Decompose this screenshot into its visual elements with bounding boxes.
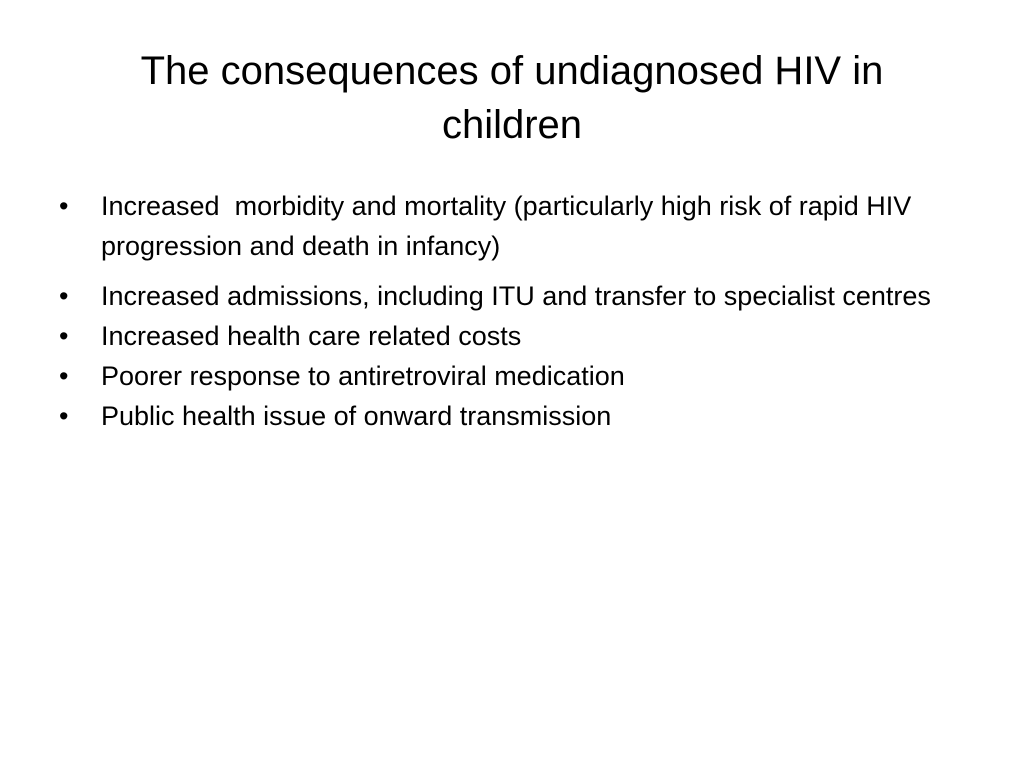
bullet-dot-icon: •: [59, 401, 69, 431]
bullet-text: Increased morbidity and mortality (particularly high risk of rapid HIV progression and death in infancy): [101, 191, 919, 261]
bullet-dot-icon: •: [59, 361, 69, 391]
list-item: [56, 316, 956, 356]
bullet-list: [56, 186, 956, 436]
bullet-text: Poorer response to antiretroviral medication: [101, 361, 625, 391]
bullet-dot-icon: •: [59, 281, 69, 311]
list-item: [56, 276, 956, 316]
bullet-dot-icon: •: [59, 191, 69, 221]
slide-title: The consequences of undiagnosed HIV in children: [140, 49, 884, 147]
bullet-text: Increased admissions, including ITU and transfer to specialist centres: [101, 281, 931, 311]
list-item: [56, 396, 956, 436]
bullet-text: Increased health care related costs: [101, 321, 522, 351]
bullet-dot-icon: •: [59, 321, 69, 351]
list-item: [56, 356, 956, 396]
list-item: [56, 186, 956, 266]
bullet-text: Public health issue of onward transmission: [101, 401, 612, 431]
